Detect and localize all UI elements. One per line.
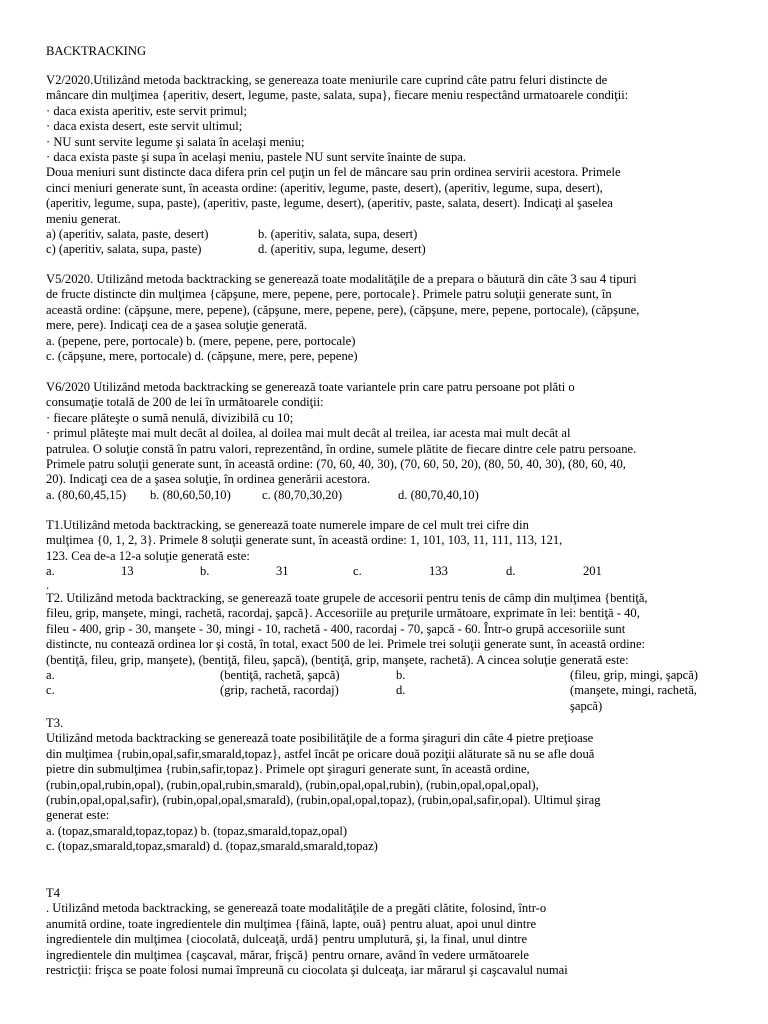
answer-option: c) (aperitiv, salata, supa, paste) — [46, 242, 202, 257]
answer-value: 13 — [121, 564, 134, 579]
text-line: · daca exista paste şi supa în acelaşi meniu, pastele NU sunt servite înainte de supa. — [46, 150, 467, 165]
text-line: V2/2020.Utilizând metoda backtracking, se genereaza toate meniurile care cuprind câte patru feluri distincte de — [46, 73, 608, 87]
text-line: 20). Indicaţi cea de a şasea soluţie, în ordinea generării acestora. — [46, 472, 371, 487]
text-line: . — [46, 577, 50, 592]
text-line: (aperitiv, legume, supa, paste), (aperitiv, paste, legume, desert), (aperitiv, paste, salata, desert). Indicaţi al şaselea — [46, 196, 613, 211]
answer-value: (grip, rachetă, racordaj) — [220, 683, 339, 698]
problem-heading: T4 — [46, 886, 60, 900]
text-line: T1.Utilizând metoda backtracking, se generează toate numerele impare de cel mult trei cifre din — [46, 518, 529, 532]
answer-row — [46, 699, 746, 714]
answer-row — [46, 488, 746, 503]
answer-letter: b. — [396, 668, 406, 683]
text-line: ingredientele din mulţimea {ciocolată, dulceaţă, urdă} pentru umplutură, şi, la final, unul dintre — [46, 932, 528, 947]
text-line: Utilizând metoda backtracking se generează toate posibilităţile de a forma şiraguri din câte 4 pietre preţioase — [46, 731, 594, 746]
text-line: mâncare din mulţimea {aperitiv, desert, legume, paste, salata, supa}, fiecare meniu respectând urmatoarele condiţii: — [46, 88, 629, 103]
answer-row — [46, 242, 746, 257]
problem-v5 — [46, 272, 746, 364]
answer-option: d. (80,70,40,10) — [398, 487, 479, 502]
problem-t3 — [46, 716, 746, 855]
text-line: Primele patru soluţii generate sunt, în această ordine: (70, 60, 40, 30), (70, 60, 50, 20), (80, 50, 40, 30), (80, 60, 40, — [46, 457, 626, 472]
answer-option: a) (aperitiv, salata, paste, desert) — [46, 227, 209, 242]
answer-value: şapcă) — [570, 698, 603, 713]
problem-t2 — [46, 591, 746, 714]
text-line: din mulţimea {rubin,opal,safir,smarald,topaz}, astfel încât pe oricare două poziţii alăturate să nu se afle două — [46, 746, 595, 761]
answer-letter: b. — [200, 564, 210, 579]
text-line: fileu - 400, grip - 30, manşete - 30, mingi - 10, rachetă - 400, racordaj - 70, şapcă - 60. Într-o grupă accesoriile sunt — [46, 621, 626, 636]
answer-row — [46, 683, 746, 698]
answer-letter: d. — [396, 683, 406, 698]
text-line: cinci meniuri generate sunt, în aceasta ordine: (aperitiv, legume, paste, desert), (aperitiv, legume, supa, desert), — [46, 180, 603, 195]
answer-option: b. (aperitiv, salata, supa, desert) — [258, 227, 418, 242]
text-line: · daca exista aperitiv, este servit primul; — [46, 103, 247, 118]
text-line: meniu generat. — [46, 211, 121, 226]
answer-letter: c. — [46, 683, 55, 698]
text-line: . Utilizând metoda backtracking, se generează toate modalităţile de a pregăti clătite, folosind, într-o — [46, 901, 547, 916]
text-line: de fructe distincte din mulţimea {căpşune, mere, pepene, pere, portocale}. Primele patru soluţii generate sunt, în — [46, 287, 612, 302]
answer-option: d. (aperitiv, supa, legume, desert) — [258, 242, 426, 257]
text-line: această ordine: (căpşune, mere, pepene), (căpşune, mere, pepene, pere), (căpşune, mere, pepene, portocale), (căpşune, — [46, 302, 640, 317]
answer-value: 201 — [583, 564, 602, 579]
answer-letter: a. — [46, 564, 55, 579]
text-line: T2. Utilizând metoda backtracking, se generează toate grupele de accesorii pentru tenis de câmp din mulţimea {bentiţă, — [46, 591, 648, 605]
text-line: · fiecare plăteşte o sumă nenulă, divizibilă cu 10; — [46, 410, 294, 425]
text-line: consumaţie totală de 200 de lei în următoarele condiţii: — [46, 395, 324, 410]
text-line: (bentiţă, fileu, grip, manşete), (bentiţă, fileu, şapcă), (bentiţă, grip, manşete, rachetă). A cincea soluţie generată este: — [46, 652, 629, 667]
text-line: mulţimea {0, 1, 2, 3}. Primele 8 soluţii generate sunt, în această ordine: 1, 101, 103, 11, 111, 113, 121, — [46, 533, 563, 548]
text-line: pietre din submulţimea {rubin,safir,topaz}. Primele opt şiraguri generate sunt, în această ordine, — [46, 762, 530, 777]
answer-value: 31 — [276, 564, 289, 579]
text-line: patrulea. O soluţie constă în patru valori, reprezentând, în ordine, sumele plătite de fiecare dintre cele patru persoane. — [46, 441, 637, 456]
answer-row — [46, 227, 746, 242]
text-line: · NU sunt servite legume şi salata în acelaşi meniu; — [46, 134, 305, 149]
text-line: fileu, grip, manşete, mingi, rachetă, racordaj, şapcă}. Accesoriile au preţurile următoare, exprimate în lei: bentiţă - 40, — [46, 606, 640, 621]
answer-option: b. (80,60,50,10) — [150, 487, 231, 502]
answer-value: (bentiţă, rachetă, şapcă) — [220, 668, 340, 683]
text-line: c. (topaz,smarald,topaz,smarald) d. (topaz,smarald,smarald,topaz) — [46, 839, 378, 854]
answer-row — [46, 668, 746, 683]
text-line: (rubin,opal,opal,safir), (rubin,opal,opal,smarald), (rubin,opal,opal,topaz), (rubin,opal,safir,opal). Ultimul şirag — [46, 793, 601, 808]
answer-letter: a. — [46, 668, 55, 683]
problem-t4 — [46, 886, 746, 978]
text-line: Doua meniuri sunt distincte daca difera prin cel puţin un fel de mâncare sau prin ordinea servirii acestora. Primele — [46, 165, 621, 180]
text-line: a. (topaz,smarald,topaz,topaz) b. (topaz,smarald,topaz,opal) — [46, 823, 348, 838]
problem-v6 — [46, 380, 746, 503]
answer-letter: c. — [353, 564, 362, 579]
answer-value: (fileu, grip, mingi, şapcă) — [570, 668, 698, 683]
text-line: a. (pepene, pere, portocale) b. (mere, pepene, pere, portocale) — [46, 333, 356, 348]
answer-value: 133 — [429, 564, 448, 579]
answer-option: c. (80,70,30,20) — [262, 487, 343, 502]
answer-letter: d. — [506, 564, 516, 579]
text-line: restricţii: frişca se poate folosi numai împreună cu ciocolata şi dulceaţa, iar mărarul şi caşcavalul numai — [46, 963, 568, 978]
answer-option: a. (80,60,45,15) — [46, 487, 127, 502]
answer-value: (manşete, mingi, rachetă, — [570, 683, 697, 698]
text-line: · primul plăteşte mai mult decât al doilea, al doilea mai mult decât al treilea, iar acesta mai mult decât al — [46, 426, 571, 441]
document-title: BACKTRACKING — [46, 44, 147, 58]
text-line: (rubin,opal,rubin,opal), (rubin,opal,rubin,smarald), (rubin,opal,opal,rubin), (rubin,opal,opal,opal), — [46, 777, 539, 792]
text-line: distincte, nu contează ordinea lor şi costă, în total, exact 500 de lei. Primele trei soluţii generate sunt, în această ordine: — [46, 637, 646, 652]
text-line: 123. Cea de-a 12-a soluţie generată este: — [46, 548, 250, 563]
problem-heading: T3. — [46, 716, 64, 730]
text-line: V6/2020 Utilizând metoda backtracking se generează toate variantele prin care patru persoane pot plăti o — [46, 380, 575, 394]
problem-t1 — [46, 518, 746, 590]
text-line: ingredientele din mulţimea {caşcaval, mărar, frişcă} pentru ornare, având în vedere următoarele — [46, 947, 529, 962]
answer-row — [46, 564, 746, 579]
text-line: mere, pere). Indicaţi cea de a şasea soluţie generată. — [46, 318, 308, 333]
text-line: c. (căpşune, mere, portocale) d. (căpşune, mere, pere, pepene) — [46, 349, 358, 364]
problem-v2 — [46, 73, 746, 258]
text-line: V5/2020. Utilizând metoda backtracking se generează toate modalităţile de a prepara o băutură din câte 3 sau 4 tipuri — [46, 272, 637, 286]
text-line: · daca exista desert, este servit ultimul; — [46, 119, 243, 134]
text-line: anumită ordine, toate ingredientele din mulţimea {făină, lapte, ouă} pentru aluat, apoi unul dintre — [46, 916, 537, 931]
text-line: generat este: — [46, 808, 110, 823]
